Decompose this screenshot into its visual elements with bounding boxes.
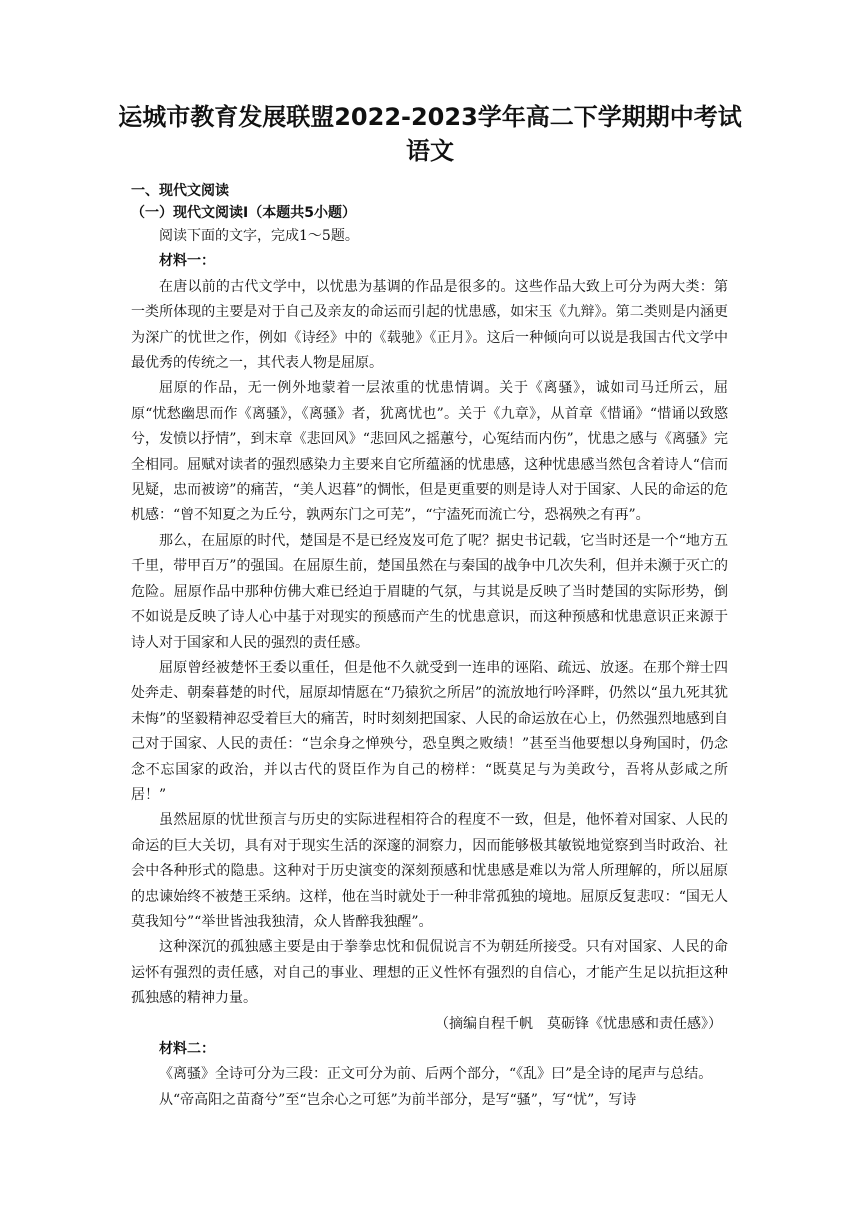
- body-text: [131, 224, 728, 1113]
- paragraph: 《离骚》全诗可分为三段：正文可分为前、后两个部分，“《乱》曰”是全诗的尾声与总结。: [159, 1066, 713, 1083]
- paragraph: 虽然屈原的忧世预言与历史的实际进程相符合的程度不一致，但是，他怀着对国家、人民的命运的巨大关切，具有对于现实生活的深邃的洞察力，因而能够极其敏锐地觉察到当时政治、社会中各种形式的隐患。这种对于历史演变的深刻预感和忧患感是难以为常人所理解的，所以屈原的忠谏始终不被楚王采纳。这样，他在当时就处于一种非常孤独的境地。屈原反复悲叹：“国无人莫我知兮”“举世皆浊我独清，众人皆醉我独醒”。: [131, 812, 728, 930]
- paragraph: 那么，在屈原的时代，楚国是不是已经岌岌可危了呢？据史书记载，它当时还是一个“地方五千里，带甲百万”的强国。在屈原生前，楚国虽然在与秦国的战争中几次失利，但并未濒于灭亡的危险。屈原作品中那种仿佛大难已经迫于眉睫的气氛，与其说是反映了当时楚国的实际形势，倒不如说是反映了诗人心中基于对现实的预感而产生的忧患意识，而这种预感和忧患意识正来源于诗人对于国家和人民的强烈的责任感。: [131, 532, 728, 651]
- material-1-label: 材料一：: [159, 253, 215, 270]
- material-2-label: 材料二：: [159, 1041, 215, 1057]
- instruction: 阅读下面的文字，完成1～5题。: [159, 228, 359, 244]
- section-heading: 一、现代文阅读: [131, 183, 229, 199]
- paragraph: 这种深沉的孤独感主要是由于拳拳忠忱和侃侃说言不为朝廷所接受。只有对国家、人民的命运怀有强烈的责任感，对自己的事业、理想的正义性怀有强烈的自信心，才能产生足以抗拒这种孤独感的精神力量。: [131, 939, 728, 1007]
- paragraph: 在唐以前的古代文学中，以忧患为基调的作品是很多的。这些作品大致上可分为两大类：第一类所体现的主要是对于自己及亲友的命运而引起的忧患感，如宋玉《九辩》。第二类则是内涵更为深广的忧世之作，例如《诗经》中的《载驰》《正月》。这后一种倾向可以说是我国古代文学中最优秀的传统之一，其代表人物是屈原。: [131, 278, 728, 372]
- paragraph: 屈原曾经被楚怀王委以重任，但是他不久就受到一连串的诬陷、疏远、放逐。在那个辩士四处奔走、朝秦暮楚的时代，屈原却情愿在“乃猿狖之所居”的流放地行吟泽畔，仍然以“虽九死其犹未悔”的坚毅精神忍受着巨大的痛苦，时时刻刻把国家、人民的命运放在心上，仍然强烈地感到自己对于国家、人民的责任：“岂余身之惮殃兮，恐皇舆之败绩！”甚至当他要想以身殉国时，仍念念不忘国家的政治，并以古代的贤臣作为自己的榜样：“既莫足与为美政兮，吾将从彭咸之所居！”: [131, 659, 728, 803]
- subsection-heading: （一）现代文阅读I（本题共5小题）: [131, 205, 356, 221]
- paragraph: 屈原的作品，无一例外地蒙着一层浓重的忧患情调。关于《离骚》，诚如司马迁所云，屈原“忧愁幽思而作《离骚》，《离骚》者，犹离忧也”。关于《九章》，从首章《惜诵》“惜诵以致愍兮，发愤以抒情”，到末章《悲回风》“悲回风之摇蕙兮，心冤结而内伤”，忧患之感与《离骚》完全相同。屈赋对读者的强烈感染力主要来自它所蕴涵的忧患感，这种忧患感当然包含着诗人“信而见疑，忠而被谤”的痛苦，“美人迟暮”的惆怅，但是更重要的则是诗人对于国家、人民的命运的危机感：“曾不知夏之为丘兮，孰两东门之可芜”，“宁溘死而流亡兮，恐祸殃之有再”。: [131, 380, 728, 524]
- document-title: [0, 100, 860, 168]
- source-citation: （摘编自程千帆 莫砺锋《忧患感和责任感》）: [435, 1015, 722, 1032]
- paragraph: 从“帝高阳之苗裔兮”至“岂余心之可惩”为前半部分，是写“骚”，写“忧”，写诗: [159, 1091, 637, 1108]
- title-line-1: 运城市教育发展联盟2022-2023学年高二下学期期中考试: [118, 103, 742, 131]
- title-line-2: 语文: [406, 137, 454, 165]
